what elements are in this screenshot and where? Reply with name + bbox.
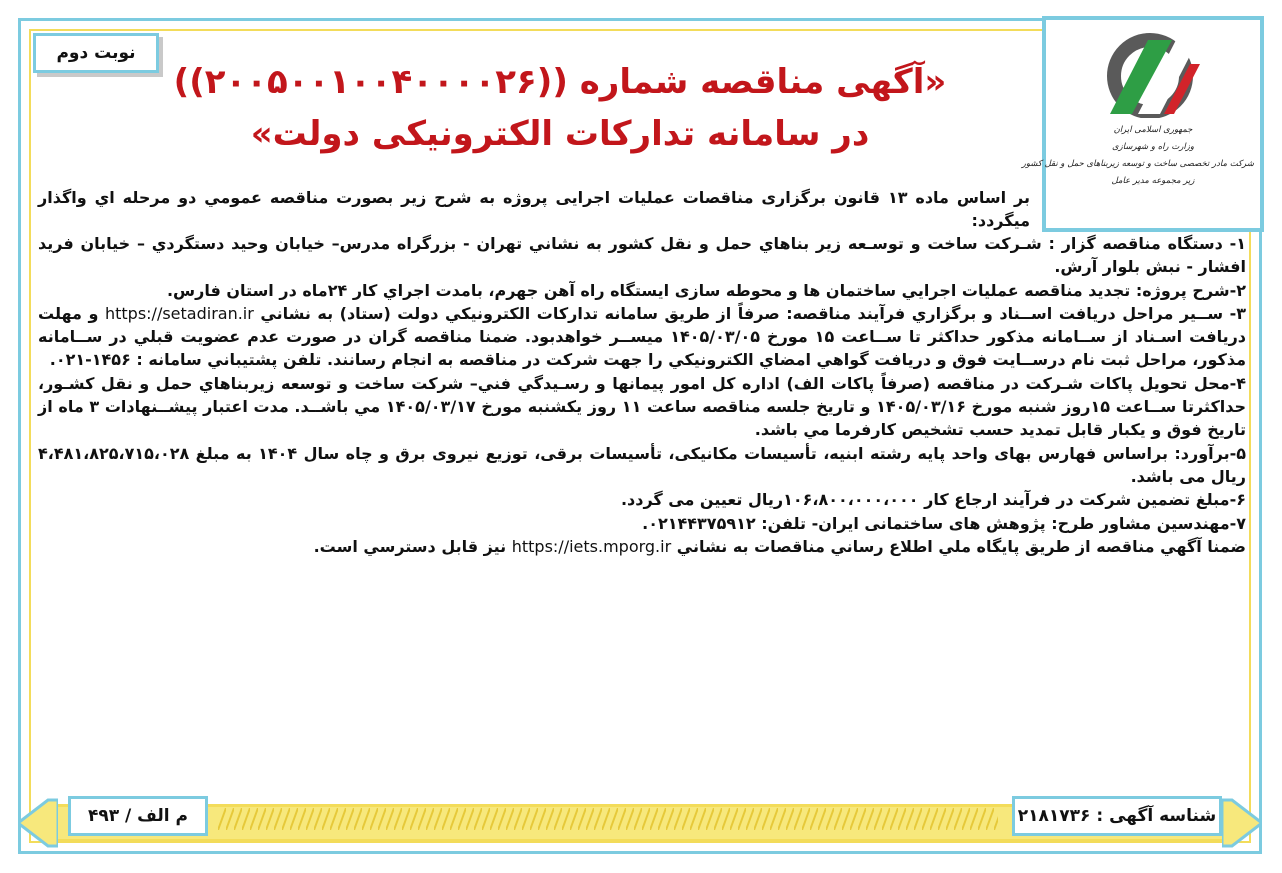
- item-2-project-description: ۲-شرح پروژه: تجديد مناقصه عمليات اجرايي ساختمان ها و محوطه سازی ايستگاه راه آهن جهرم، بامدت اجراي كار ۲۴ماه در استان فارس.: [166, 280, 1246, 300]
- logo-line-4: زیر مجموعه مدیر عامل: [1111, 176, 1195, 186]
- setad-link[interactable]: https://setadiran.ir: [104, 303, 254, 323]
- footer-arrow-left-icon: [18, 794, 58, 852]
- item-3-text-b: و مهلت دريافت اسـناد از ســامانه مذكور حداكثر تا ســاعت ۱۵ مورخ ۱۴۰۵/۰۳/۰۵ ميســر خواهدبود. ضمنا مناقصه گران در صورت عدم عضويت قبلي در ســامانه مذكور، مراحل ثبت نام درســايت فوق و دريافت گواهي امضاي الكترونيكي را جهت شركت در مناقصه به انجام رسانند. تلفن پشتيباني سامانه : ۱۴۵۶-۰۲۱.: [38, 303, 1247, 370]
- item-3-text-a: ۳- ســير مراحل دريافت اســناد و برگزاري فرآيند مناقصه: صرفاً از طريق سامانه تداركات الكترونيكي دولت (ستاد) به نشاني: [260, 303, 1247, 323]
- notice-title-line-1: «آگهی مناقصه شماره ((۲۰۰۵۰۰۱۰۰۴۰۰۰۰۲۶)): [173, 62, 947, 102]
- notice-title-line-2: در سامانه تدارکات الکترونیکی دولت»: [250, 114, 870, 154]
- logo-line-2: وزارت راه و شهرسازی: [1111, 142, 1194, 152]
- item-5-estimate: ۵-برآورد: براساس فهارس بهای واحد پایه رشته ابنیه، تأسیسات مکانیکی، تأسیسات برقی، توزیع نیروی برق و چاه سال ۱۴۰۴ به مبلغ ۴،۴۸۱،۸۲۵،۷۱۵،۰۲۸ ريال می باشد.: [38, 443, 1246, 486]
- footer-bar: [18, 794, 1262, 852]
- closing-note: [38, 535, 1246, 558]
- logo-line-1: جمهوری اسلامی ایران: [1113, 125, 1193, 135]
- footer-arrow-right-icon: [1222, 794, 1262, 852]
- logo-caption: [1021, 122, 1254, 190]
- iets-link[interactable]: https://iets.mporg.ir: [511, 536, 672, 556]
- footer-hatch-pattern: [218, 808, 998, 830]
- company-logo-icon: [1102, 32, 1202, 118]
- item-6-guarantee: ۶-مبلغ تضمین شرکت در فرآیند ارجاع کار ۱۰۶،۸۰۰،۰۰۰،۰۰۰ریال تعیین می گردد.: [620, 490, 1246, 510]
- item-3-procedure: [38, 302, 1246, 372]
- closing-text-b: نيز قابل دسترسي است.: [313, 536, 507, 556]
- item-1-tender-authority: ۱- دستگاه مناقصه گزار : شـركت ساخت و توسـعه زير بناهاي حمل و نقل كشور به نشاني تهران - بزرگراه مدرس– خيابان وحيد دستگردي – خيابان فريد افشار - نبش بلوار آرش.: [38, 234, 1246, 277]
- notice-body: [38, 232, 1246, 558]
- intro-paragraph: [38, 186, 1030, 233]
- notice-id-box: شناسه آگهی : ۲۱۸۱۷۳۶: [1012, 796, 1222, 836]
- round-badge: نوبت دوم: [33, 33, 159, 73]
- intro-text: بر اساس ماده ۱۳ قانون برگزاری مناقصات عملیات اجرایی پروژه به شرح زیر بصورت مناقصه عمومي دو مرحله اي واگذار ميگردد:: [38, 188, 1031, 231]
- closing-text-a: ضمنا آگهي مناقصه از طريق پايگاه ملي اطلاع رساني مناقصات به نشاني: [676, 536, 1246, 556]
- item-4-delivery: ۴-محل تحويل پاكات شـركت در مناقصه (صرفاً پاكات الف) اداره كل امور پيمانها و رسـيدگي فني– شركت ساخت و توسعه زيربناهاي حمل و نقل كشـور، حداكثرتا ســاعت ۱۵روز شنبه مورخ ۱۴۰۵/۰۳/۱۶ و تاريخ جلسه مناقصه ساعت ۱۱ روز يكشنبه مورخ ۱۴۰۵/۰۳/۱۷ مي باشــد. مدت اعتبار پيشــنهادات ۳ ماه از تاريخ فوق و يكبار قابل تمديد حسب تشخيص كارفرما مي باشد.: [38, 373, 1247, 440]
- logo-line-3: شرکت مادر تخصصی ساخت و توسعه زیربناهای حمل و نقل کشور: [1021, 159, 1254, 169]
- logo-box: [1021, 16, 1264, 232]
- item-7-consultant: ۷-مهندسین مشاور طرح: پژوهش های ساختمانی ایران- تلفن: ۰۲۱۴۴۳۷۵۹۱۲.: [642, 513, 1246, 533]
- reference-box: م الف / ۴۹۳: [68, 796, 208, 836]
